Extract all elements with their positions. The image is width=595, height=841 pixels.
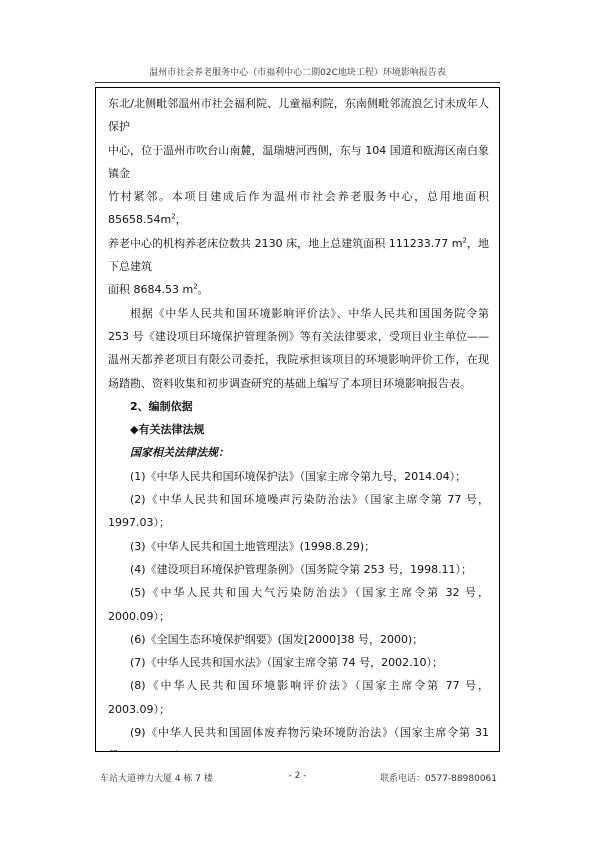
law-item: (4)《建设项目环境保护管理条例》（国务院令第 253 号，1998.11）； <box>130 562 473 576</box>
intro-line-1: 东北/北侧毗邻温州市社会福利院、儿童福利院，东南侧毗邻流浪乞讨未成年人保护 <box>108 97 489 134</box>
intro-line-4-tail: ，地下总建筑 <box>108 236 489 274</box>
law-text: (1)《中华人民共和国环境保护法》（国家主席令第九号，2014.04）； <box>130 469 467 483</box>
intro-line-5 <box>108 278 489 301</box>
intro-line-5-text: 面积 8684.53 m <box>108 283 194 297</box>
superscript: 2 <box>193 282 198 291</box>
intro-line-4 <box>108 232 489 279</box>
superscript: 2 <box>462 236 467 245</box>
law-item: (9)《中华人民共和国固体废弃物污染环境防治法》（国家主席令第 31 <box>130 726 489 740</box>
category-title: 国家相关法律法规： <box>130 446 229 460</box>
law-item: (5)《中华人民共和国大气污染防治法》（国家主席令第 32 号，2000.09）； <box>108 586 489 623</box>
intro-line-4-text: 养老中心的机构养老床位数共 2130 床，地上总建筑面积 111233.77 m <box>108 236 463 250</box>
intro-line-3-text: 竹村紧邻。本项目建成后作为温州市社会养老服务中心，总用地面积 85658.54m <box>108 190 489 227</box>
intro-line-2: 中心，位于温州市吹台山南麓，温瑞塘河西侧，东与 104 国道和瓯海区南白象镇金 <box>108 143 489 180</box>
footer-address: 车站大道神力大厦 4 栋 7 楼 <box>100 774 213 784</box>
content-frame <box>95 87 500 752</box>
subsection-title: ◆有关法律法规 <box>130 423 205 437</box>
document-body <box>96 88 499 752</box>
law-item: (3)《中华人民共和国土地管理法》(1998.8.29)； <box>130 539 376 553</box>
superscript: 2 <box>171 212 176 221</box>
law-item: (7)《中华人民共和国水法》（国家主席令第 74 号，2002.10）； <box>130 656 444 670</box>
header-rule <box>95 82 500 83</box>
page-header: 温州市社会养老服务中心（市福利中心二期02C地块工程）环境影响报告表 <box>149 68 446 78</box>
law-item: (8)《中华人民共和国环境影响评价法》（国家主席令第 77 号，2003.09）； <box>108 679 489 716</box>
intro-line-5-tail: 。 <box>197 283 209 297</box>
law-item: (6)《全国生态环境保护纲要》(国发[2000]38 号，2000)； <box>130 632 424 646</box>
law-item <box>108 465 489 488</box>
intro-line-3 <box>108 185 489 232</box>
footer-phone: 联系电话：0577-88980061 <box>380 774 497 784</box>
section-title: 2、编制依据 <box>130 399 193 413</box>
intro-line-3-tail: ， <box>175 213 187 227</box>
commission-paragraph: 根据《中华人民共和国环境影响评价法》、中华人民共和国国务院令第 253 号《建设项目环境保护管理条例》等有关法律要求，受项目业主单位——温州天都养老项目有限公司委托，我院承担该项目的环境影响评价工作，在现场踏勘、资料收集和初步调查研究的基础上编写了本项目环境影响报告表。 <box>108 306 489 390</box>
law-item: (2)《中华人民共和国环境噪声污染防治法》（国家主席令第 77 号，1997.03）； <box>108 493 489 530</box>
page-number: - 2 - <box>288 771 307 781</box>
